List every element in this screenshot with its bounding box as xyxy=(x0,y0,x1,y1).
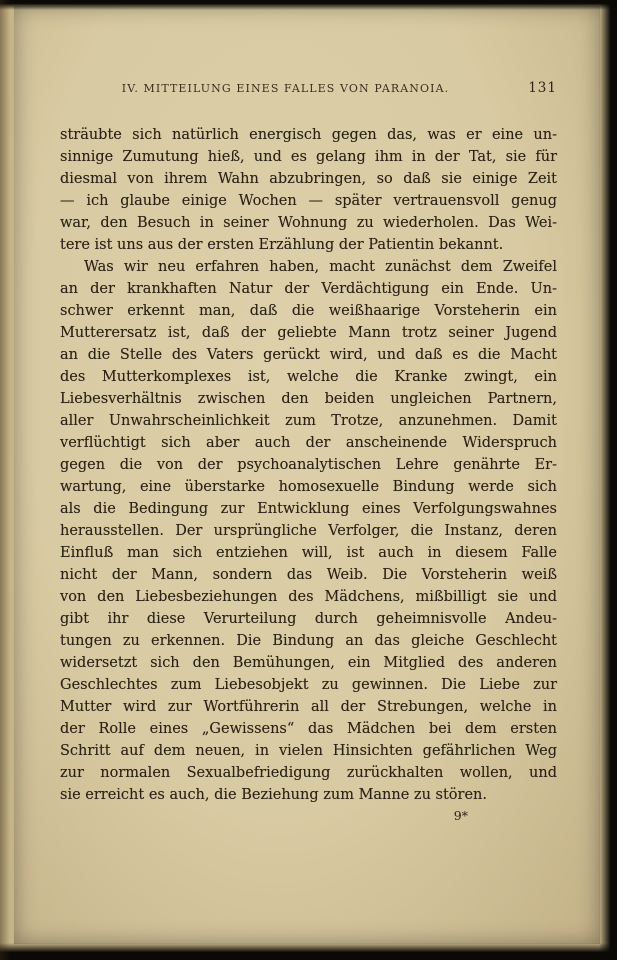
page-number: 131 xyxy=(528,80,557,96)
text-line: zur normalen Sexualbefriedigung zurückhalten wollen, und xyxy=(60,765,557,781)
text-line: tungen zu erkennen. Die Bindung an das gleiche Geschlecht xyxy=(60,633,557,649)
signature-mark: 9* xyxy=(453,808,468,823)
text-line: aller Unwahrscheinlichkeit zum Trotze, anzunehmen. Damit xyxy=(60,413,557,429)
text-line: an der krankhaften Natur der Verdächtigung ein Ende. Un- xyxy=(60,281,557,297)
text-line: gegen die von der psychoanalytischen Lehre genährte Er- xyxy=(60,457,557,473)
text-line: Was wir neu erfahren haben, macht zunächst dem Zweifel xyxy=(84,259,557,275)
text-line: Liebesverhältnis zwischen den beiden ungleichen Partnern, xyxy=(60,391,557,407)
text-line: von den Liebesbeziehungen des Mädchens, mißbilligt sie und xyxy=(60,589,557,605)
text-line: war, den Besuch in seiner Wohnung zu wiederholen. Das Wei- xyxy=(60,215,557,231)
text-line: nicht der Mann, sondern das Weib. Die Vorsteherin weiß xyxy=(60,567,557,583)
text-line: diesmal von ihrem Wahn abzubringen, so daß sie einige Zeit xyxy=(60,171,557,187)
text-line: verflüchtigt sich aber auch der anscheinende Widerspruch xyxy=(60,435,557,451)
page-footer xyxy=(60,808,557,823)
page-header xyxy=(60,80,557,96)
text-line: Mutterersatz ist, daß der geliebte Mann trotz seiner Jugend xyxy=(60,325,557,341)
body-text xyxy=(60,124,557,806)
scan-edge-bottom xyxy=(0,943,617,960)
text-line: der Rolle eines „Gewissens“ das Mädchen bei dem ersten xyxy=(60,721,557,737)
text-line: gibt ihr diese Verurteilung durch geheimnisvolle Andeu- xyxy=(60,611,557,627)
text-line: tere ist uns aus der ersten Erzählung der Patientin bekannt. xyxy=(60,237,504,253)
text-line: sie erreicht es auch, die Beziehung zum Manne zu stören. xyxy=(60,787,487,803)
text-line: schwer erkennt man, daß die weißhaarige Vorsteherin ein xyxy=(60,303,557,319)
running-title: IV. MITTEILUNG EINES FALLES VON PARANOIA. xyxy=(121,82,450,95)
text-line: widersetzt sich den Bemühungen, ein Mitglied des anderen xyxy=(60,655,557,671)
text-line: als die Bedingung zur Entwicklung eines Verfolgungswahnes xyxy=(60,501,557,517)
text-line: sträubte sich natürlich energisch gegen das, was er eine un- xyxy=(60,127,557,143)
scan-edge-right xyxy=(599,0,617,960)
text-line: sinnige Zumutung hieß, und es gelang ihm in der Tat, sie für xyxy=(60,149,557,165)
text-line: des Mutterkomplexes ist, welche die Kranke zwingt, ein xyxy=(60,369,557,385)
text-line: Geschlechtes zum Liebesobjekt zu gewinnen. Die Liebe zur xyxy=(60,677,557,693)
text-line: wartung, eine überstarke homosexuelle Bindung werde sich xyxy=(60,479,557,495)
text-line: an die Stelle des Vaters gerückt wird, und daß es die Macht xyxy=(60,347,557,363)
text-line: Schritt auf dem neuen, in vielen Hinsichten gefährlichen Weg xyxy=(60,743,557,759)
scan-edge-left xyxy=(0,0,10,960)
text-line: Einfluß man sich entziehen will, ist auch in diesem Falle xyxy=(60,545,557,561)
paper-sheet xyxy=(14,6,600,944)
text-line: herausstellen. Der ursprüngliche Verfolger, die Instanz, deren xyxy=(60,523,557,539)
text-line: Mutter wird zur Wortführerin all der Strebungen, welche in xyxy=(60,699,557,715)
text-line: — ich glaube einige Wochen — später vertrauensvoll genug xyxy=(60,193,557,209)
